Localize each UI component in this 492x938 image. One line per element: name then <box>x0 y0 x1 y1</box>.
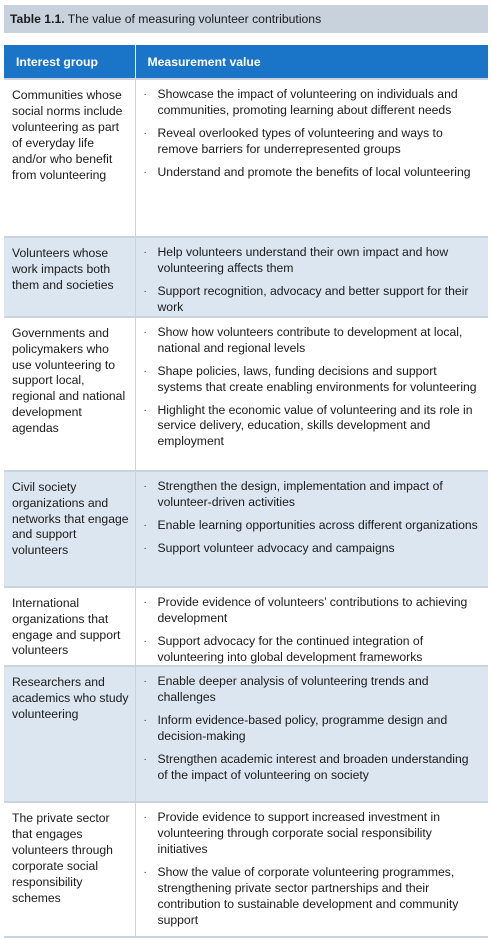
table-number: Table 1.1. <box>10 12 65 26</box>
bullet-icon: · <box>143 89 147 100</box>
interest-group-cell: Researchers and academics who study volunteering <box>4 666 135 802</box>
measurement-value-cell <box>135 471 488 587</box>
measurement-value-list <box>142 325 481 451</box>
list-item-text: Show how volunteers contribute to development at local, national and regional levels <box>157 324 463 355</box>
list-item <box>142 325 481 357</box>
header-interest-group: Interest group <box>4 45 135 79</box>
list-item <box>142 752 481 784</box>
interest-group-cell: International organizations that engage and support volunteers <box>4 587 135 667</box>
list-item-text: Support recognition, advocacy and better support for their work <box>157 283 469 314</box>
bullet-icon: · <box>143 247 147 258</box>
list-item-text: Enable deeper analysis of volunteering trends and challenges <box>157 674 429 705</box>
table-row <box>4 237 488 317</box>
volunteer-value-table <box>4 45 488 938</box>
measurement-value-list <box>142 674 481 784</box>
list-item-text: Show the value of corporate volunteering programmes, strengthening private sector partnerships and their contribution to sustainable development and community support <box>157 865 459 927</box>
list-item <box>142 865 481 929</box>
bullet-icon: · <box>143 676 147 688</box>
measurement-value-cell <box>135 666 488 802</box>
measurement-value-list <box>142 810 481 928</box>
list-item <box>142 595 481 627</box>
bullet-icon: · <box>143 285 147 297</box>
list-item <box>142 245 481 277</box>
list-item-text: Strengthen the design, implementation and impact of volunteer-driven activities <box>157 478 443 509</box>
list-item-text: Help volunteers understand their own impact and how volunteering affects them <box>157 245 449 275</box>
measurement-value-list <box>142 245 481 316</box>
measurement-value-cell <box>135 79 488 237</box>
bullet-icon: · <box>143 867 147 879</box>
table-row <box>4 666 488 802</box>
list-item-text: Shape policies, laws, funding decisions and support systems that create enabling environments for volunteering <box>157 363 477 394</box>
bullet-icon: · <box>143 635 147 647</box>
measurement-value-cell <box>135 802 488 937</box>
list-item <box>142 713 481 745</box>
list-item <box>142 364 481 396</box>
list-item <box>142 87 481 119</box>
list-item-text: Inform evidence-based policy, programme design and decision-making <box>157 713 448 744</box>
list-item-text: Enable learning opportunities across different organizations <box>157 517 478 532</box>
bullet-icon: · <box>143 596 147 608</box>
interest-group-cell: Volunteers whose work impacts both them and societies <box>4 237 135 317</box>
list-item <box>142 518 481 534</box>
measurement-value-list <box>142 479 481 557</box>
list-item <box>142 165 481 181</box>
table-row <box>4 79 488 237</box>
interest-group-cell: The private sector that engages volunteers through corporate social responsibility schemes <box>4 802 135 937</box>
list-item <box>142 479 481 511</box>
measurement-value-list <box>142 87 481 181</box>
interest-group-cell: Civil society organizations and networks that engage and support volunteers <box>4 471 135 587</box>
bullet-icon: · <box>143 404 147 416</box>
bullet-icon: · <box>143 127 147 139</box>
list-item-text: Provide evidence of volunteers’ contributions to achieving development <box>157 594 468 625</box>
measurement-value-cell <box>135 237 488 317</box>
measurement-value-cell <box>135 317 488 471</box>
list-item <box>142 674 481 706</box>
interest-group-cell: Governments and policymakers who use volunteering to support local, regional and national development agendas <box>4 317 135 471</box>
list-item <box>142 810 481 858</box>
table-row <box>4 587 488 667</box>
bullet-icon: · <box>143 326 147 338</box>
table-title: The value of measuring volunteer contributions <box>64 12 322 26</box>
measurement-value-list <box>142 595 481 666</box>
list-item-text: Strengthen academic interest and broaden understanding of the impact of volunteering on society <box>157 752 469 783</box>
header-measurement-value: Measurement value <box>135 45 488 79</box>
list-item <box>142 541 481 557</box>
list-item <box>142 126 481 158</box>
list-item-text: Showcase the impact of volunteering on individuals and communities, promoting learning about different needs <box>157 87 458 117</box>
list-item <box>142 403 481 451</box>
bullet-icon: · <box>143 365 147 377</box>
bullet-icon: · <box>143 715 147 727</box>
list-item <box>142 634 481 666</box>
table-caption <box>4 5 488 33</box>
list-item-text: Understand and promote the benefits of local volunteering <box>157 164 471 179</box>
table-row <box>4 471 488 587</box>
list-item-text: Support advocacy for the continued integration of volunteering into global development frameworks <box>157 633 424 664</box>
measurement-value-cell <box>135 587 488 667</box>
bullet-icon: · <box>143 754 147 766</box>
list-item-text: Highlight the economic value of volunteering and its role in service delivery, education, skills development and employment <box>157 402 473 449</box>
list-item-text: Reveal overlooked types of volunteering and ways to remove barriers for underrepresented groups <box>157 125 443 156</box>
bullet-icon: · <box>143 166 147 178</box>
interest-group-cell: Communities whose social norms include volunteering as part of everyday life and/or who benefit from volunteering <box>4 79 135 237</box>
bullet-icon: · <box>143 812 147 824</box>
table-row <box>4 802 488 937</box>
bullet-icon: · <box>143 480 147 492</box>
table-header-row <box>4 45 488 79</box>
list-item-text: Support volunteer advocacy and campaigns <box>157 540 395 555</box>
bullet-icon: · <box>143 542 147 554</box>
bullet-icon: · <box>143 519 147 531</box>
list-item-text: Provide evidence to support increased investment in volunteering through corporate social responsibility initiatives <box>157 810 441 857</box>
table-row <box>4 317 488 471</box>
list-item <box>142 284 481 316</box>
